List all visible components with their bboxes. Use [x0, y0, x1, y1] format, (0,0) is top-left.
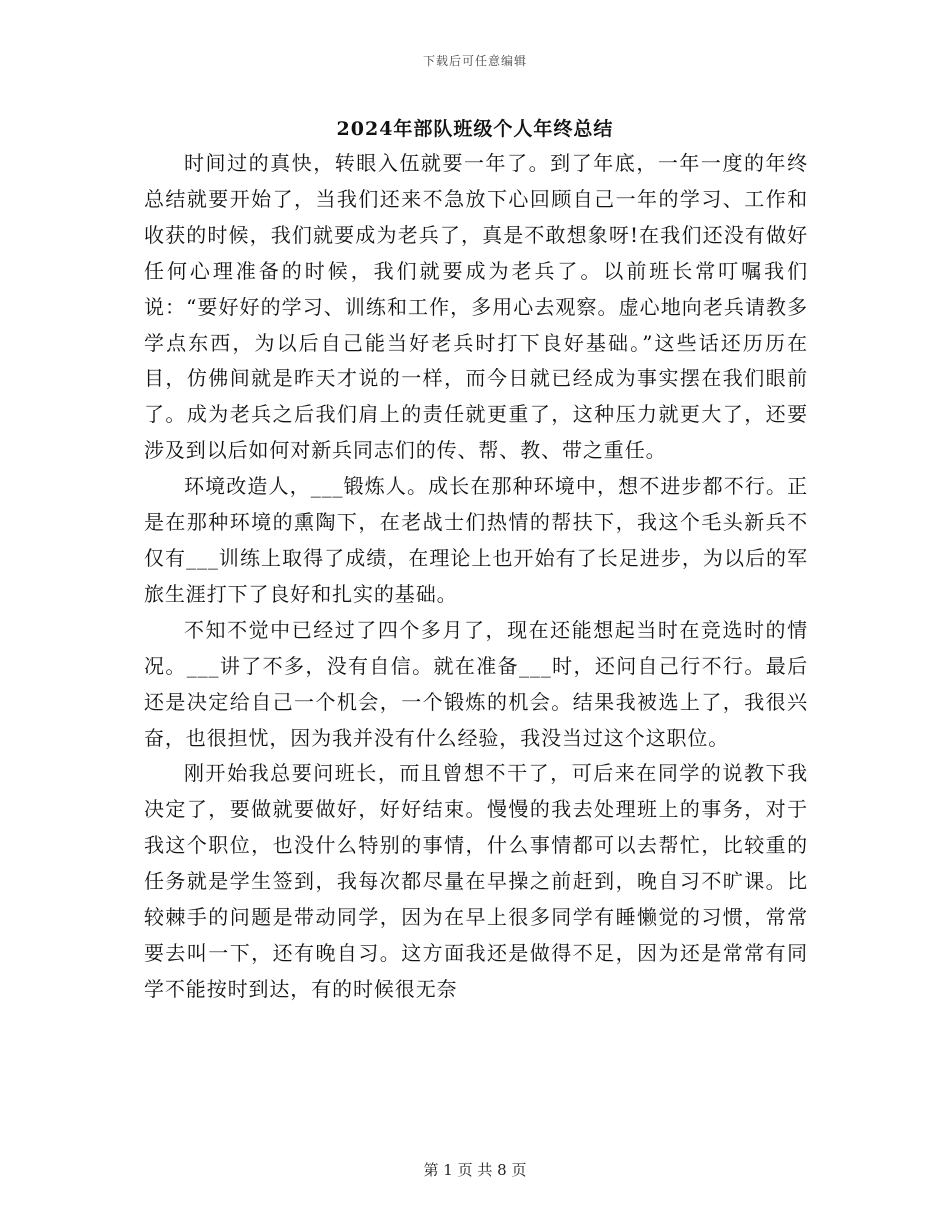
paragraph: 时间过的真快，转眼入伍就要一年了。到了年底，一年一度的年终总结就要开始了，当我们还来不急放下心回顾自己一年的学习、工作和收获的时候，我们就要成为老兵了，真是不敢想象呀!在我们还没有做好任何心理准备的时候，我们就要成为老兵了。以前班长常叮嘱我们说：“要好好的学习、训练和工作，多用心去观察。虚心地向老兵请教多学点东西，为以后自己能当好老兵时打下良好基础。”这些话还历历在目，仿佛间就是昨天才说的一样，而今日就已经成为事实摆在我们眼前了。成为老兵之后我们肩上的责任就更重了，这种压力就更大了，还要涉及到以后如何对新兵同志们的传、帮、教、带之重任。 — [144, 151, 808, 463]
document-title: 2024年部队班级个人年终总结 — [336, 118, 614, 140]
paragraph: 刚开始我总要问班长，而且曾想不干了，可后来在同学的说教下我决定了，要做就要做好，好好结束。慢慢的我去处理班上的事务，对于我这个职位，也没什么特别的事情，什么事情都可以去帮忙，比较重的任务就是学生签到，我每次都尽量在早操之前赶到，晚自习不旷课。比较棘手的问题是带动同学，因为在早上很多同学有睡懒觉的习惯，常常要去叫一下，还有晚自习。这方面我还是做得不足，因为还是常常有同学不能按时到达，有的时候很无奈 — [144, 761, 808, 1001]
document-body — [144, 146, 808, 1008]
paragraph: 不知不觉中已经过了四个多月了，现在还能想起当时在竞选时的情况。___讲了不多，没有自信。就在准备___时，还问自己行不行。最后还是决定给自己一个机会，一个锻炼的机会。结果我被选上了，我很兴奋，也很担忧，因为我并没有什么经验，我没当过这个这职位。 — [144, 617, 808, 750]
paragraph: 环境改造人，___锻炼人。成长在那种环境中，想不进步都不行。正是在那种环境的熏陶下，在老战士们热情的帮扶下，我这个毛头新兵不仅有___训练上取得了成绩，在理论上也开始有了长足进步，为以后的军旅生涯打下了良好和扎实的基础。 — [144, 474, 808, 606]
page-number-footer: 第 1 页 共 8 页 — [423, 1161, 527, 1179]
header-note: 下载后可任意编辑 — [422, 54, 527, 68]
